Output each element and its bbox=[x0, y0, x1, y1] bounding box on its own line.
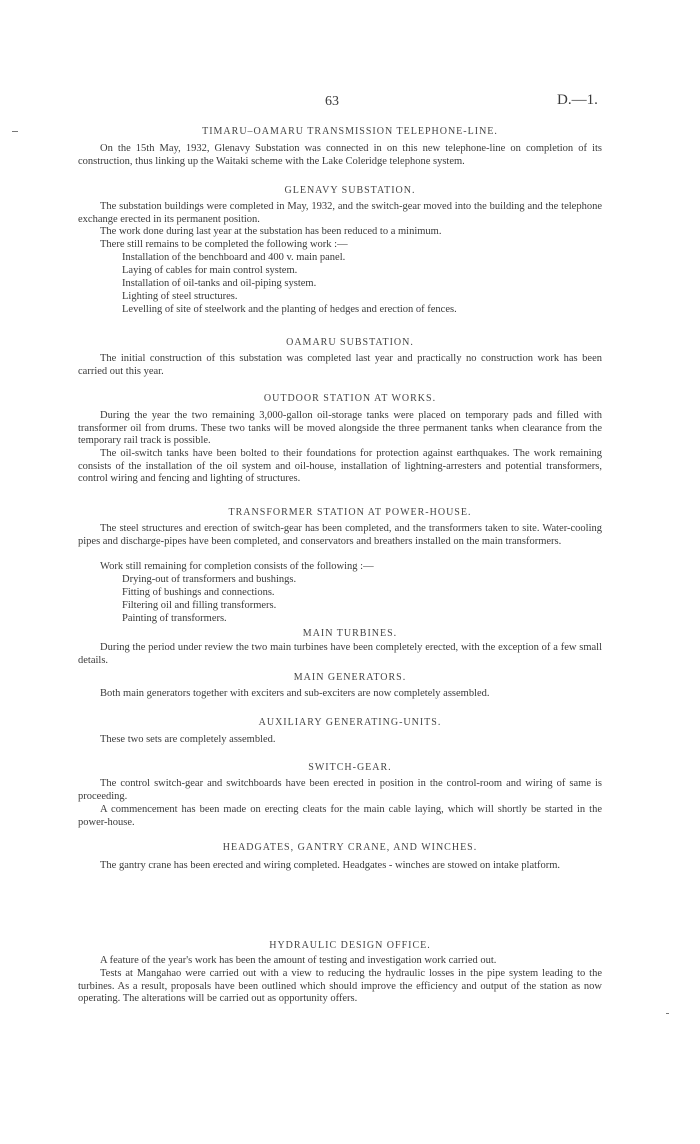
section-paragraph: The steel structures and erection of switch-gear has been completed, and the transformers taken to site. Water-cooling pipes and discharge-pipes have been completed, and conservators and breathers installed on the main transformers. bbox=[78, 523, 602, 547]
section-paragraph: The substation buildings were completed in May, 1932, and the switch-gear moved into the building and the telephone exchange erected in its permanent position. bbox=[78, 201, 602, 225]
section-heading: OAMARU SUBSTATION. bbox=[286, 337, 414, 348]
section-paragraph: On the 15th May, 1932, Glenavy Substation was connected in on this new telephone-line on completion of its construction, thus linking up the Waitaki scheme with the Lake Coleridge telephone system. bbox=[78, 143, 602, 167]
section-paragraph: The initial construction of this substation was completed last year and practically no construction work has been carried out this year. bbox=[78, 353, 602, 377]
list-item: Painting of transformers. bbox=[122, 613, 227, 624]
list-item: Levelling of site of steelwork and the planting of hedges and erection of fences. bbox=[122, 304, 457, 315]
section-paragraph: Work still remaining for completion consists of the following :— bbox=[100, 561, 374, 572]
section-paragraph: There still remains to be completed the following work :— bbox=[100, 239, 348, 250]
list-item: Laying of cables for main control system. bbox=[122, 265, 298, 276]
section-heading: TRANSFORMER STATION AT POWER-HOUSE. bbox=[228, 507, 472, 518]
section-paragraph: During the year the two remaining 3,000-gallon oil-storage tanks were placed on temporary pads and filled with transformer oil from drums. These two tanks will be moved alongside the three permanent tanks when clearance from the temporary rail track is possible. bbox=[78, 410, 602, 446]
section-paragraph: The control switch-gear and switchboards have been erected in position in the control-room and wiring of same is proceeding. bbox=[78, 778, 602, 802]
list-item: Lighting of steel structures. bbox=[122, 291, 238, 302]
section-heading: HEADGATES, GANTRY CRANE, AND WINCHES. bbox=[222, 842, 478, 853]
section-paragraph: The gantry crane has been erected and wiring completed. Headgates - winches are stowed on intake platform. bbox=[100, 860, 561, 871]
list-item: Fitting of bushings and connections. bbox=[122, 587, 275, 598]
section-paragraph: The work done during last year at the substation has been reduced to a minimum. bbox=[100, 226, 442, 237]
margin-mark bbox=[666, 1013, 669, 1014]
section-paragraph: Both main generators together with exciters and sub-exciters are now completely assembled. bbox=[100, 688, 490, 699]
list-item: Installation of the benchboard and 400 v. main panel. bbox=[122, 252, 346, 263]
section-paragraph: Tests at Mangahao were carried out with a view to reducing the hydraulic losses in the pipe system leading to the turbines. As a result, proposals have been outlined which should improve the efficiency and output of the station as now operating. The alterations will be carried out as opportunity offers. bbox=[78, 968, 602, 1004]
section-heading: MAIN TURBINES. bbox=[302, 628, 398, 639]
list-item: Installation of oil-tanks and oil-piping system. bbox=[122, 278, 317, 289]
section-heading: AUXILIARY GENERATING-UNITS. bbox=[258, 717, 442, 728]
section-heading: GLENAVY SUBSTATION. bbox=[284, 185, 416, 196]
section-heading: TIMARU–OAMARU TRANSMISSION TELEPHONE-LINE. bbox=[202, 126, 498, 137]
section-paragraph: During the period under review the two main turbines have been completely erected, with the exception of a few small details. bbox=[78, 642, 602, 666]
section-heading: HYDRAULIC DESIGN OFFICE. bbox=[269, 940, 431, 951]
page-number: 63 bbox=[325, 94, 339, 109]
section-heading: SWITCH-GEAR. bbox=[308, 762, 392, 773]
section-paragraph: These two sets are completely assembled. bbox=[100, 734, 276, 745]
list-item: Filtering oil and filling transformers. bbox=[122, 600, 277, 611]
section-heading: MAIN GENERATORS. bbox=[293, 672, 407, 683]
section-paragraph: A commencement has been made on erecting cleats for the main cable laying, which will shortly be started in the power-house. bbox=[78, 804, 602, 828]
section-paragraph: A feature of the year's work has been the amount of testing and investigation work carried out. bbox=[100, 955, 497, 966]
section-heading: OUTDOOR STATION AT WORKS. bbox=[263, 393, 437, 404]
section-paragraph: The oil-switch tanks have been bolted to their foundations for protection against earthquakes. The work remaining consists of the installation of the oil system and oil-house, installation of lightning-arresters and potential transformers, control wiring and fencing and lighting of structures. bbox=[78, 448, 602, 484]
document-code: D.—1. bbox=[557, 92, 598, 108]
list-item: Drying-out of transformers and bushings. bbox=[122, 574, 297, 585]
